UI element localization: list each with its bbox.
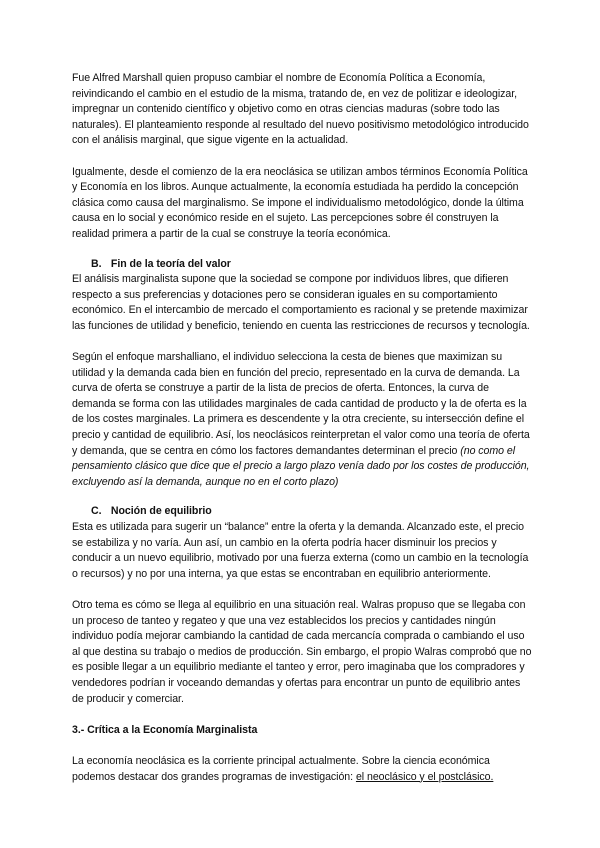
paragraph-marginalist-analysis: El análisis marginalista supone que la sociedad se compone por individuos libres, que difieren respecto a sus preferencias y dotaciones pero se consideran iguales en su comportamiento económico. En el intercambio de mercado el comportamiento es racional y se pretende maximizar las funciones de utilidad y beneficio, teniendo en cuenta las restricciones de recursos y tecnología. [72, 273, 530, 332]
paragraph-neoclassical-current-text: La economía neoclásica es la corriente principal actualmente. Sobre la ciencia económica podemos destacar dos grandes programas de investigación: [72, 754, 490, 783]
paragraph-marshallian-italic: (no como el pensamiento clásico que dice que el precio a largo plazo venía dado por los costes de producción, excluyendo así la demanda, aunque no en el corto plazo) [72, 444, 530, 488]
paragraph-neoclassical-current [72, 754, 534, 785]
heading-c-label: C. [91, 505, 102, 518]
heading-c-title: Noción de equilibrio [110, 505, 212, 518]
heading-b-title: Fin de la teoría del valor [110, 257, 231, 270]
heading-b-label: B. [91, 257, 102, 270]
paragraph-marshallian-approach [72, 350, 534, 490]
document-page [72, 71, 534, 801]
section-3-title: 3.- Crítica a la Economía Marginalista [72, 723, 258, 736]
paragraph-marshall: Fue Alfred Marshall quien propuso cambiar el nombre de Economía Política a Economía, reivindicando el cambio en el estudio de la misma, tratando de, en vez de politizar e ideologizar, impregnar un contenido científico y objetivo como en otras ciencias maduras (sobre todo las naturales). El planteamiento responde al resultado del nuevo positivismo metodológico introducido con el análisis marginal, que sigue vigente en la actualidad. [72, 72, 529, 147]
paragraph-marshallian-text: Según el enfoque marshalliano, el individuo selecciona la cesta de bienes que maximizan su utilidad y la demanda cada bien en función del precio, representado en la curva de demanda. La curva de oferta se construye a partir de la lista de precios de oferta. Entonces, la curva de demanda se forma con las utilidades marginales de cada cantidad de producto y la de oferta es la de los costes marginales. La primera es descendente y la otra creciente, su intersección define el precio y cantidad de equilibrio. Así, los neoclásicos reinterpretan el valor como una teoría de oferta y demanda, que se centra en cómo los factores demandantes determinan el precio [72, 351, 530, 457]
heading-b [72, 257, 534, 273]
heading-c [72, 504, 534, 520]
paragraph-walras: Otro tema es cómo se llega al equilibrio en una situación real. Walras propuso que se llegaba con un proceso de tanteo y regateo y que una vez establecidos los precios y cantidades ningún individuo podía mejorar cambiando la cantidad de cada mercancía comprada o cambiando el uso al que destina su trabajo o medios de producción. Sin embargo, el propio Walras comprobó que no es posible llegar a un equilibrio mediante el tanteo y error, pero imaginaba que los compradores y vendedores podrían ir voceando demandas y ofertas para encontrar un punto de equilibrio antes de producir y comerciar. [72, 599, 532, 705]
paragraph-balance: Esta es utilizada para sugerir un “balance” entre la oferta y la demanda. Alcanzado este, el precio se estabiliza y no varía. Aun así, un cambio en la oferta podría hacer disminuir los precios y conducir a un nuevo equilibrio, motivado por una fuerza externa (como un cambio en la tecnología o recursos) y no por una interna, ya que estas se encontraban en equilibrio anteriormente. [72, 521, 529, 580]
paragraph-neoclassical-era: Igualmente, desde el comienzo de la era neoclásica se utilizan ambos términos Economía Política y Economía en los libros. Aunque actualmente, la economía estudiada ha perdido la concepción clásica como causa del marginalismo. Se impone el individualismo metodológico, donde la última causa en lo social y económico reside en el sujeto. Las percepciones sobre él construyen la realidad primera a partir de la cual se construye la teoría económica. [72, 165, 528, 240]
paragraph-neoclassical-current-underline: el neoclásico y el postclásico. [355, 770, 494, 783]
